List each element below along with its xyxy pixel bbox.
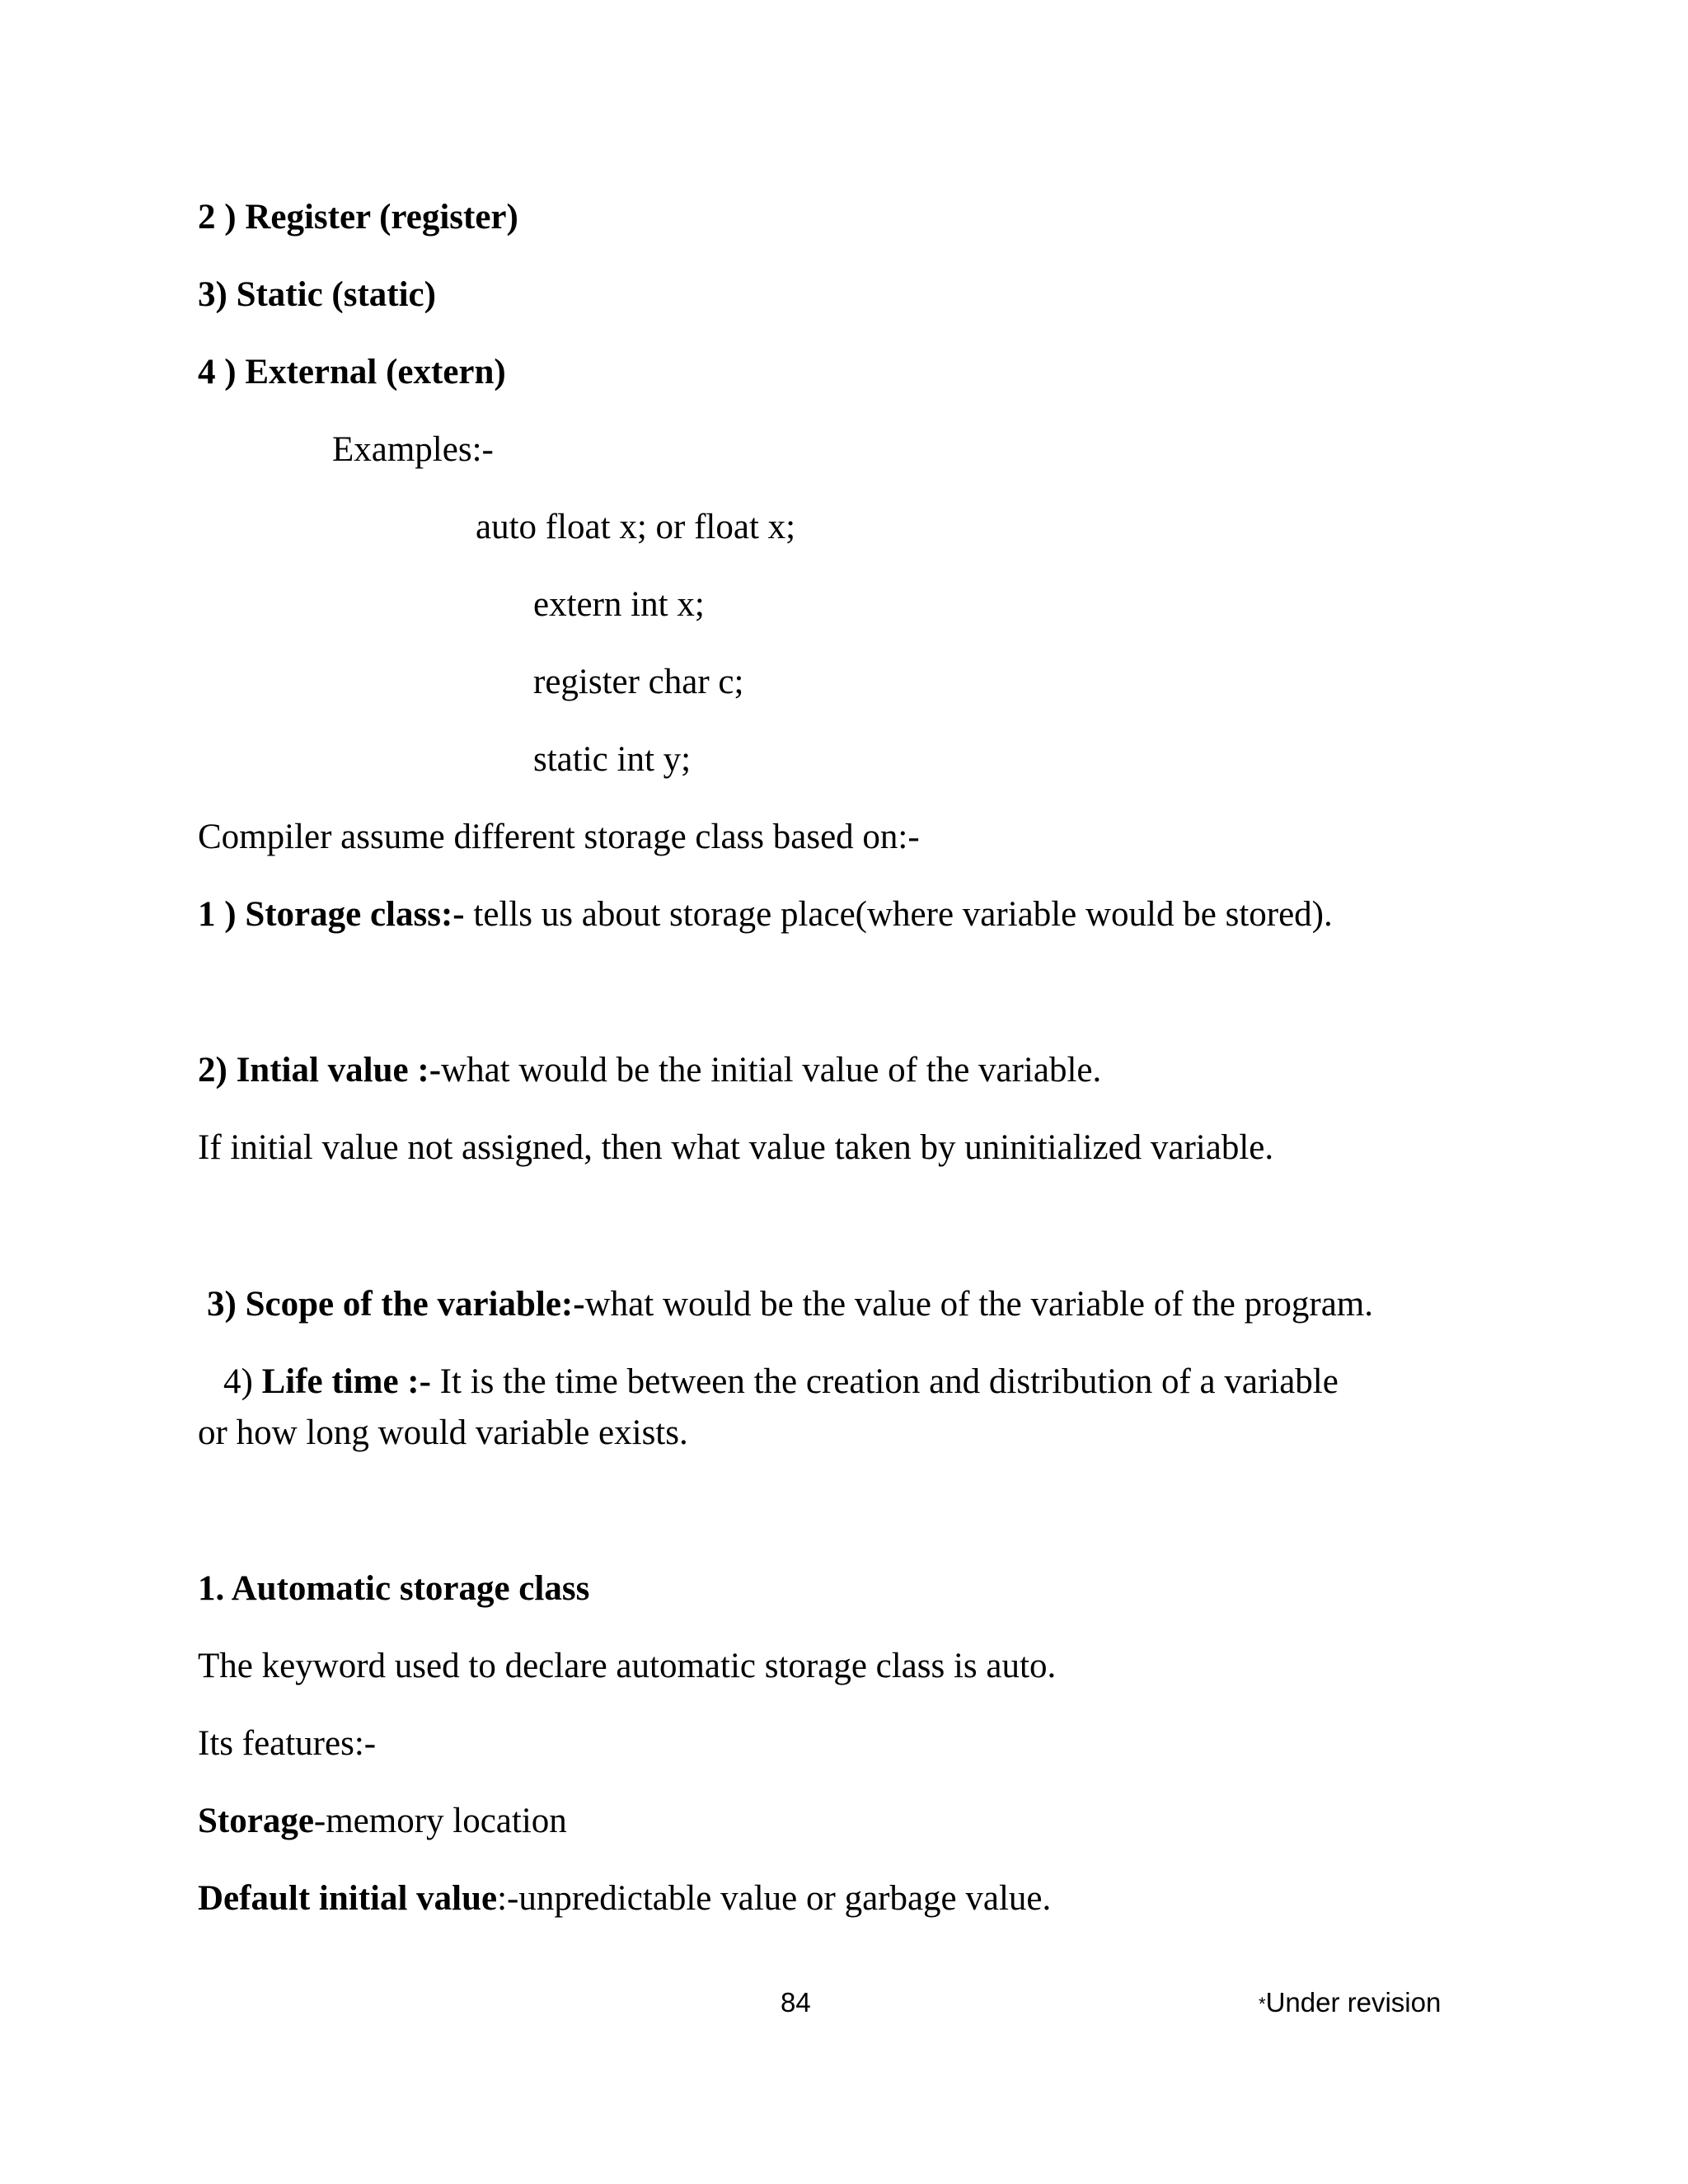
criterion-lifetime-continued: or how long would variable exists. [198, 1413, 688, 1452]
criterion-scope [207, 1283, 1373, 1326]
criterion-storage-label: 1 ) Storage class:- [198, 895, 465, 934]
revision-note [1259, 1986, 1441, 2021]
list-item-extern: 4 ) External (extern) [198, 353, 506, 391]
list-item-static: 3) Static (static) [198, 275, 436, 314]
feature-default-value [198, 1877, 1051, 1920]
feature-storage-label: Storage [198, 1802, 314, 1840]
criterion-initial-text: what would be the initial value of the variable. [441, 1051, 1102, 1090]
criterion-initial-extra: If initial value not assigned, then what value taken by uninitialized variable. [198, 1128, 1274, 1167]
section-features-heading: Its features:- [198, 1724, 377, 1763]
example-line-static: static int y; [533, 740, 692, 779]
example-line-auto: auto float x; or float x; [476, 508, 796, 546]
criterion-life-label: Life time :- [261, 1362, 431, 1401]
section-keyword-text: The keyword used to declare automatic storage class is auto. [198, 1647, 1057, 1685]
criterion-initial-value [198, 1049, 1101, 1092]
criterion-storage-class [198, 893, 1333, 936]
section-heading: 1. Automatic storage class [198, 1569, 590, 1608]
intro-text: Compiler assume different storage class based on:- [198, 818, 920, 856]
feature-default-text: :-unpredictable value or garbage value. [497, 1879, 1052, 1918]
criterion-life-text: It is the time between the creation and distribution of a variable [430, 1362, 1339, 1401]
feature-default-label: Default initial value [198, 1879, 498, 1918]
page-number: 84 [781, 1987, 811, 2018]
criterion-storage-text: tells us about storage place(where variable would be stored). [464, 895, 1333, 934]
revision-star: * [1259, 1994, 1266, 2014]
criterion-initial-label: 2) Intial value :- [198, 1051, 442, 1090]
revision-note-text: Under revision [1265, 1987, 1442, 2018]
criterion-life-number: 4) [223, 1362, 262, 1401]
feature-storage-text: -memory location [313, 1802, 567, 1840]
examples-heading: Examples:- [332, 430, 494, 469]
example-line-extern: extern int x; [533, 585, 705, 624]
criterion-scope-text: what would be the value of the variable of the program. [584, 1285, 1373, 1324]
feature-storage [198, 1800, 567, 1843]
criterion-scope-label: 3) Scope of the variable:- [207, 1285, 585, 1324]
list-item-register: 2 ) Register (register) [198, 198, 518, 237]
criterion-lifetime [223, 1361, 1339, 1404]
example-line-register: register char c; [533, 663, 744, 701]
